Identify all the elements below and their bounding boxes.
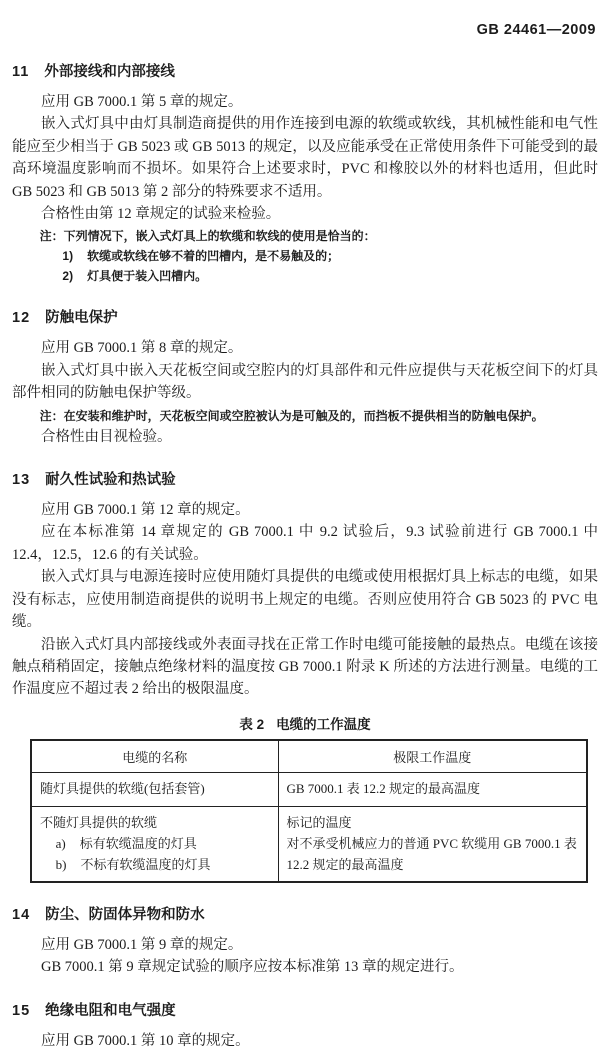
section-13-heading [12,468,598,489]
section-15-heading [12,999,598,1020]
section-11-number: 11 [12,64,30,80]
cell-subitem-a [56,833,270,854]
section-13-number: 13 [12,472,31,489]
table-row [31,772,587,806]
cell-line: 标记的温度 [286,814,352,830]
section-12-title: 防触电保护 [45,310,118,327]
section-11-note-item-2 [62,266,598,286]
section-15-title: 绝缘电阻和电气强度 [45,1002,176,1019]
section-12-heading [12,306,598,327]
section-12-paragraph-3: 合格性由目视检验。 [41,428,172,445]
note-item-text: 软缆或软线在够不着的凹槽内，是不易触及的； [87,249,340,264]
cell-subitem-b [56,854,270,875]
note-item-marker: 2) [62,269,74,284]
section-11-heading [12,60,598,81]
section-13-paragraph-1: 应用 GB 7000.1 第 12 章的规定。 [41,502,250,519]
section-15-number: 15 [12,1002,31,1019]
section-14-paragraph-2: GB 7000.1 第 9 章规定试验的顺序应按本标准第 13 章的规定进行。 [41,959,464,976]
table-header-cable-name: 电缆的名称 [31,740,278,773]
section-12-number: 12 [12,310,31,327]
cell-line: 对不承受机械应力的普通 PVC 软缆用 GB 7000.1 表 12.2 规定的最高温度 [286,835,577,872]
section-11-title: 外部接线和内部接线 [44,64,175,80]
section-12-paragraph-1: 应用 GB 7000.1 第 8 章的规定。 [41,340,243,357]
section-14-heading [12,903,598,924]
note-item-text: 灯具便于装入凹槽内。 [87,269,208,284]
section-11-note: 注：下列情况下，嵌入式灯具上的软缆和软线的使用是恰当的： [39,229,376,244]
section-11-paragraph-2: 嵌入式灯具中由灯具制造商提供的用作连接到电源的软缆或软线，其机械性能和电气性能应至少相当于 GB 5023 或 GB 5013 的规定，以及应能承受在正常使用条件下可能受到的最高环境温度影响而不损坏。如果符合上述要求时，PVC 和橡胶以外的材料也适用，但此时 GB 5023 和 GB 5013 第 2 部分的特殊要求不适用。 [12,116,598,200]
subitem-text: 不标有软缆温度的灯具 [80,856,211,872]
note-item-marker: 1) [62,249,74,264]
table-header-limit-temp: 极限工作温度 [278,740,587,773]
section-12-note: 注：在安装和维护时，天花板空间或空腔被认为是可触及的，而挡板不提供相当的防触电保护。 [39,408,544,423]
table-2-caption-label: 表 2 [239,716,265,732]
table-2-caption-title: 电缆的工作温度 [276,716,371,732]
standard-code-header: GB 24461—2009 [476,22,596,38]
section-13-paragraph-3: 嵌入式灯具与电源连接时应使用随灯具提供的电缆或使用根据灯具上标志的电缆，如果没有标志，应使用制造商提供的说明书上规定的电缆。否则应使用符合 GB 5023 的 PVC 电缆。 [12,569,598,631]
table-cell-cable-supplied: 随灯具提供的软缆(包括套管) [31,772,278,806]
section-14-title: 防尘、防固体异物和防水 [45,906,205,923]
section-12-paragraph-2: 嵌入式灯具中嵌入天花板空间或空腔内的灯具部件和元件应提供与天花板空间下的灯具部件相同的防触电保护等级。 [12,362,598,402]
table-cell-cable-not-supplied [31,806,278,882]
table-cell-limit-not-supplied [278,806,587,882]
subitem-marker: a) [55,835,66,851]
section-11-paragraph-3: 合格性由第 12 章规定的试验来检验。 [41,206,281,223]
cell-line: 不随灯具提供的软缆 [40,814,158,830]
section-15-paragraph-1: 应用 GB 7000.1 第 10 章的规定。 [41,1032,250,1049]
section-11-paragraph-1: 应用 GB 7000.1 第 5 章的规定。 [41,94,243,110]
table-2-caption [12,713,598,733]
subitem-text: 标有软缆温度的灯具 [79,835,197,851]
section-13-paragraph-2: 应在本标准第 14 章规定的 GB 7000.1 中 9.2 试验后，9.3 试验前进行 GB 7000.1 中 12.4，12.5，12.6 的有关试验。 [12,524,598,563]
table-header-row [31,740,587,773]
cable-working-temperature-table [30,739,588,883]
section-14-number: 14 [12,906,31,923]
subitem-marker: b) [55,856,67,872]
section-11-note-item-1 [62,246,598,266]
table-row [31,806,587,882]
section-13-paragraph-4: 沿嵌入式灯具内部接线或外表面寻找在正常工作时电缆可能接触的最热点。电缆在该接触点稍稍固定，接触点绝缘材料的温度按 GB 7000.1 附录 K 所述的方法进行测量。电缆的工作温度应不超过表 2 给出的极限温度。 [12,636,598,698]
section-13-title: 耐久性试验和热试验 [45,472,176,489]
table-cell-limit-supplied: GB 7000.1 表 12.2 规定的最高温度 [278,772,587,806]
section-14-paragraph-1: 应用 GB 7000.1 第 9 章的规定。 [41,936,243,953]
